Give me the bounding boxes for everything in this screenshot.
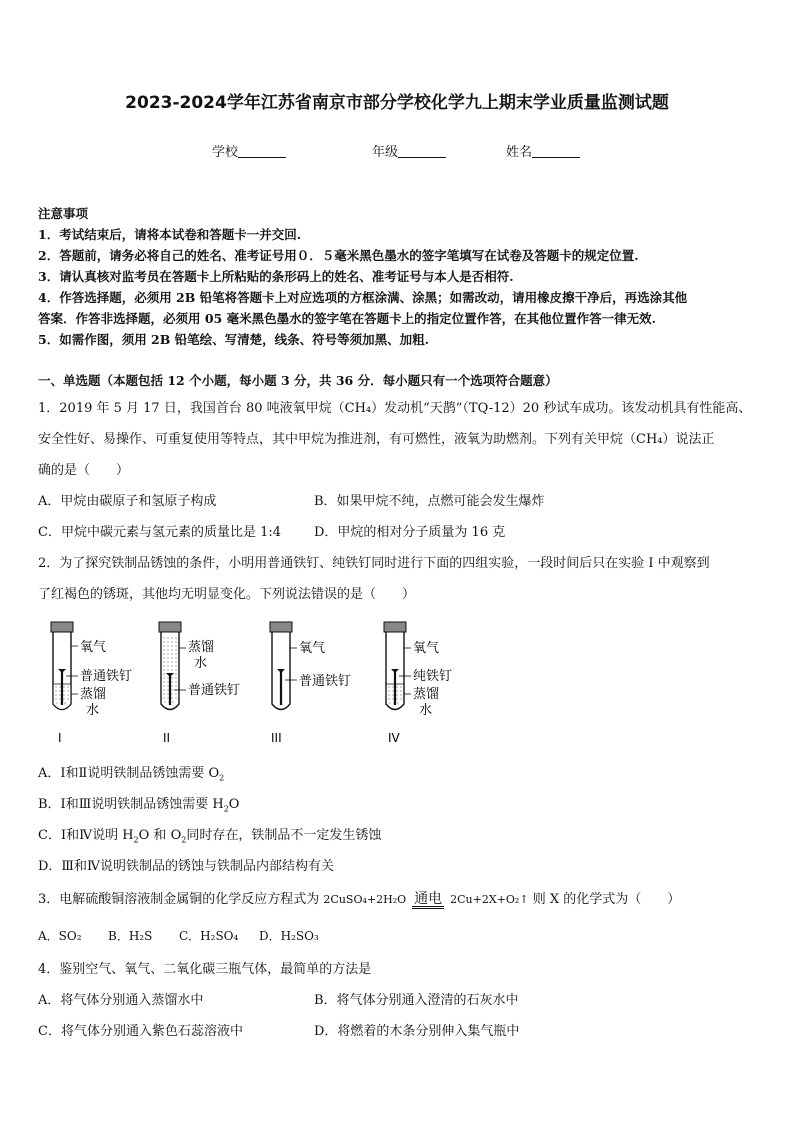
test-tube-3 — [270, 622, 351, 745]
q1-option-d[interactable]: D．甲烷的相对分子质量为 16 克 — [314, 525, 506, 540]
q3-stem — [38, 888, 680, 909]
q2-stem: 了红褐色的锈斑，其他均无明显变化。下列说法错误的是（ ） — [38, 587, 416, 602]
notice-item: 答案．作答非选择题，必须用 05 毫米黑色墨水的签字笔在答题卡上的指定位置作答，在其他位置作答一律无效. — [38, 311, 656, 326]
q3-condition: 通电 — [414, 891, 443, 907]
grade-blank[interactable] — [398, 145, 446, 158]
notice-item: 5．如需作图，须用 2B 铅笔绘、写清楚，线条、符号等须加黑、加粗. — [38, 332, 430, 347]
q3-option-a[interactable]: A．SO₂ — [38, 929, 82, 943]
tube-1-label-bottom: 蒸馏 — [80, 687, 107, 702]
q1-stem: 安全性好、易操作、可重复使用等特点，其中甲烷为推进剂，有可燃性，液氧为助燃剂。下列有关甲烷（CH₄）说法正 — [38, 432, 715, 447]
test-tube-4 — [384, 622, 452, 745]
q2-stem: 2．为了探究铁制品锈蚀的条件，小明用普通铁钉、纯铁钉同时进行下面的四组实验，一段时间后只在实验 I 中观察到 — [38, 556, 710, 571]
tube-2-numeral: II — [163, 731, 171, 745]
notice-item: 2．答题前，请务必将自己的姓名、准考证号用０．５毫米黑色墨水的签字笔填写在试卷及答题卡的规定位置. — [38, 248, 639, 263]
test-tube-2 — [159, 622, 240, 745]
q2-option-c[interactable]: C．Ⅰ和Ⅳ说明 $H_2O$ 和 $O_2$同时存在，铁制品不一定发生锈蚀 — [38, 828, 382, 845]
tube-4-label-bottom: 蒸馏 — [413, 687, 440, 702]
q1-option-c[interactable]: C．甲烷中碳元素与氢元素的质量比是 1:4 — [38, 525, 282, 540]
q4-option-a[interactable]: A．将气体分别通入蒸馏水中 — [38, 993, 204, 1008]
tube-3-label-top: 氧气 — [299, 641, 326, 656]
q1-stem: 1．2019 年 5 月 17 日，我国首台 80 吨液氧甲烷（CH₄）发动机“天鹊”（TQ-12）20 秒试车成功。该发动机具有性能高、 — [38, 401, 752, 416]
page-title: 2023-2024学年江苏省南京市部分学校化学九上期末学业质量监测试题 — [125, 93, 669, 113]
q3-stem-pre: 3．电解硫酸铜溶液制金属铜的化学反应方程式为 — [38, 892, 320, 907]
q3-equation-left: 2CuSO₄+2H₂O — [323, 893, 407, 906]
name-field — [506, 141, 580, 160]
tube-2-label-top: 蒸馏 — [188, 640, 215, 655]
q1-option-a[interactable]: A．甲烷由碳原子和氢原子构成 — [38, 494, 217, 509]
q2-option-d[interactable]: D．Ⅲ和Ⅳ说明铁制品的锈蚀与铁制品内部结构有关 — [38, 859, 334, 874]
q4-option-d[interactable]: D．将燃着的木条分别伸入集气瓶中 — [314, 1024, 520, 1039]
school-blank[interactable] — [238, 145, 286, 158]
notice-item: 1．考试结束后，请将本试卷和答题卡一并交回. — [38, 227, 302, 242]
grade-label: 年级 — [372, 145, 399, 160]
grade-field — [372, 141, 446, 160]
school-label: 学校 — [212, 145, 239, 160]
tube-3-numeral: III — [271, 731, 282, 745]
q2-option-b[interactable]: B．Ⅰ和Ⅲ说明铁制品锈蚀需要 $H_2O$ — [38, 797, 240, 814]
q4-option-c[interactable]: C．将气体分别通入紫色石蕊溶液中 — [38, 1024, 243, 1039]
q4-option-b[interactable]: B．将气体分别通入澄清的石灰水中 — [314, 993, 519, 1008]
q3-option-c[interactable]: C．H₂SO₄ — [179, 929, 239, 943]
tube-1-label-bottom-2: 水 — [86, 703, 100, 718]
tube-1-label-top: 氧气 — [80, 640, 107, 655]
notice-heading: 注意事项 — [38, 206, 89, 221]
tube-4-numeral: IV — [388, 731, 400, 745]
tube-2-label-top-2: 水 — [194, 656, 208, 671]
q4-stem: 4．鉴别空气、氧气、二氧化碳三瓶气体，最简单的方法是 — [38, 962, 372, 977]
tube-2-label-mid: 普通铁钉 — [188, 683, 241, 698]
q3-option-b[interactable]: B．H₂S — [108, 929, 153, 943]
notice-item: 4．作答选择题，必须用 2B 铅笔将答题卡上对应选项的方框涂满、涂黑；如需改动，请用橡皮擦干净后，再选涂其他 — [38, 290, 688, 305]
tube-1-numeral: I — [58, 731, 62, 745]
name-blank[interactable] — [532, 145, 580, 158]
tube-1-label-mid: 普通铁钉 — [80, 669, 133, 684]
q3-stem-post: 则 X 的化学式为（ ） — [532, 892, 681, 907]
rust-experiment-figure — [36, 616, 466, 748]
tube-4-label-top: 氧气 — [413, 641, 440, 656]
school-field — [212, 141, 286, 160]
q1-stem: 确的是（ ） — [38, 463, 130, 478]
tube-4-label-bottom-2: 水 — [419, 703, 433, 718]
q2-option-a[interactable]: A．Ⅰ和Ⅱ说明铁制品锈蚀需要 $O_2$ — [38, 766, 225, 783]
q3-equation-right: 2Cu+2X+O₂↑ — [450, 893, 529, 906]
q1-option-b[interactable]: B．如果甲烷不纯，点燃可能会发生爆炸 — [314, 494, 545, 509]
notice-item: 3．请认真核对监考员在答题卡上所粘贴的条形码上的姓名、准考证号与本人是否相符. — [38, 269, 514, 284]
q3-option-d[interactable]: D．H₂SO₃ — [259, 929, 319, 943]
tube-4-label-mid: 纯铁钉 — [413, 669, 453, 684]
name-label: 姓名 — [506, 145, 533, 160]
tube-3-label-mid: 普通铁钉 — [299, 674, 352, 689]
section-heading: 一、单选题（本题包括 12 个小题，每小题 3 分，共 36 分．每小题只有一个选项符合题意） — [38, 373, 558, 388]
test-tube-1 — [51, 622, 132, 745]
